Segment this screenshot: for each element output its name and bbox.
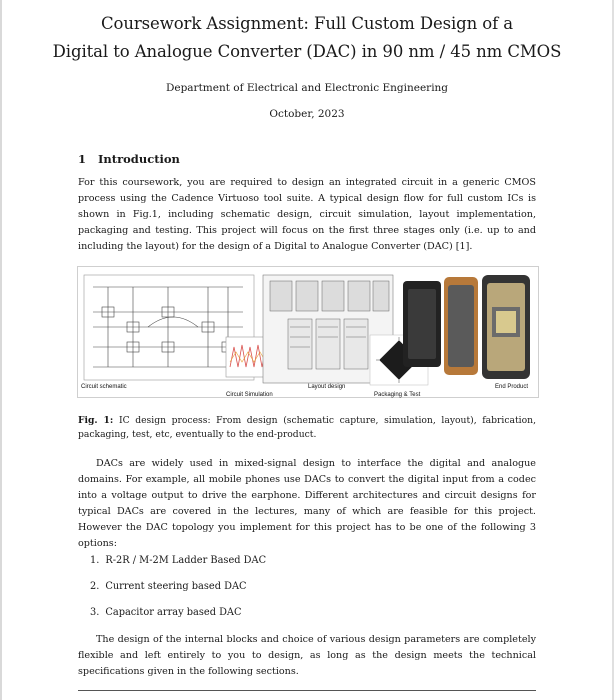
label-circuit-simulation: Circuit Simulation (226, 392, 273, 398)
list-item-text: Capacitor array based DAC (105, 607, 242, 618)
label-end-product: End Product (495, 384, 529, 390)
figure-caption (78, 414, 536, 442)
list-item-number: 2. (90, 581, 100, 592)
label-layout-design: Layout design (308, 384, 346, 390)
list-item-number: 3. (90, 607, 100, 618)
list-item (90, 579, 266, 605)
document-title-line-2: Digital to Analogue Converter (DAC) in 90 nm / 45 nm CMOS (52, 42, 562, 61)
section-number: 1 (78, 152, 87, 166)
list-item (90, 553, 266, 579)
page-edge-left (0, 0, 2, 700)
end-product-phones (403, 275, 530, 379)
paragraph-intro: For this coursework, you are required to design an integrated circuit in a generic CMOS process using the Cadence Virtuoso tool suite. A typical design flow for full custom ICs is shown in Fig.1, including schematic design, circuit simulation, layout implementation, packaging and testing. This project will focus on the first three stages only (i.e. up to and including the layout) for the design of a Digital to Analogue Converter (DAC) [1]. (78, 177, 536, 252)
caption-label: Fig. 1: (78, 415, 114, 426)
date: October, 2023 (269, 108, 345, 120)
figure-illustration (78, 267, 538, 397)
list-item (90, 605, 266, 631)
paragraph-design: The design of the internal blocks and choice of various design parameters are completely flexible and left entirely to you to design, as long as the design meets the technical specifications given in the following sections. (78, 634, 536, 677)
figure-ic-design-process (77, 266, 539, 398)
document-title-line-1: Coursework Assignment: Full Custom Design of a (100, 14, 514, 33)
list-item-text: Current steering based DAC (105, 581, 247, 592)
section-heading (78, 152, 180, 166)
paragraph-dacs: DACs are widely used in mixed-signal design to interface the digital and analogue domains. For example, all mobile phones use DACs to convert the digital input from a codec into a voltage output to drive the earphone. Different architectures and circuit designs for typical DACs are covered in the lectures, many of which are feasible for this project. However the DAC topology you implement for this project has to be one of the following 3 options: (78, 458, 536, 549)
dac-options-list (90, 553, 266, 631)
label-circuit-schematic: Circuit schematic (81, 384, 127, 390)
caption-text: IC design process: From design (schematic capture, simulation, layout), fabrication, packaging, test, etc, eventually to the end-product. (78, 415, 536, 440)
list-item-number: 1. (90, 555, 100, 566)
section-title: Introduction (98, 152, 180, 166)
department: Department of Electrical and Electronic Engineering (165, 82, 449, 94)
footnote-rule (78, 690, 536, 691)
label-packaging-test: Packaging & Test (374, 392, 421, 398)
list-item-text: R-2R / M-2M Ladder Based DAC (105, 555, 267, 566)
